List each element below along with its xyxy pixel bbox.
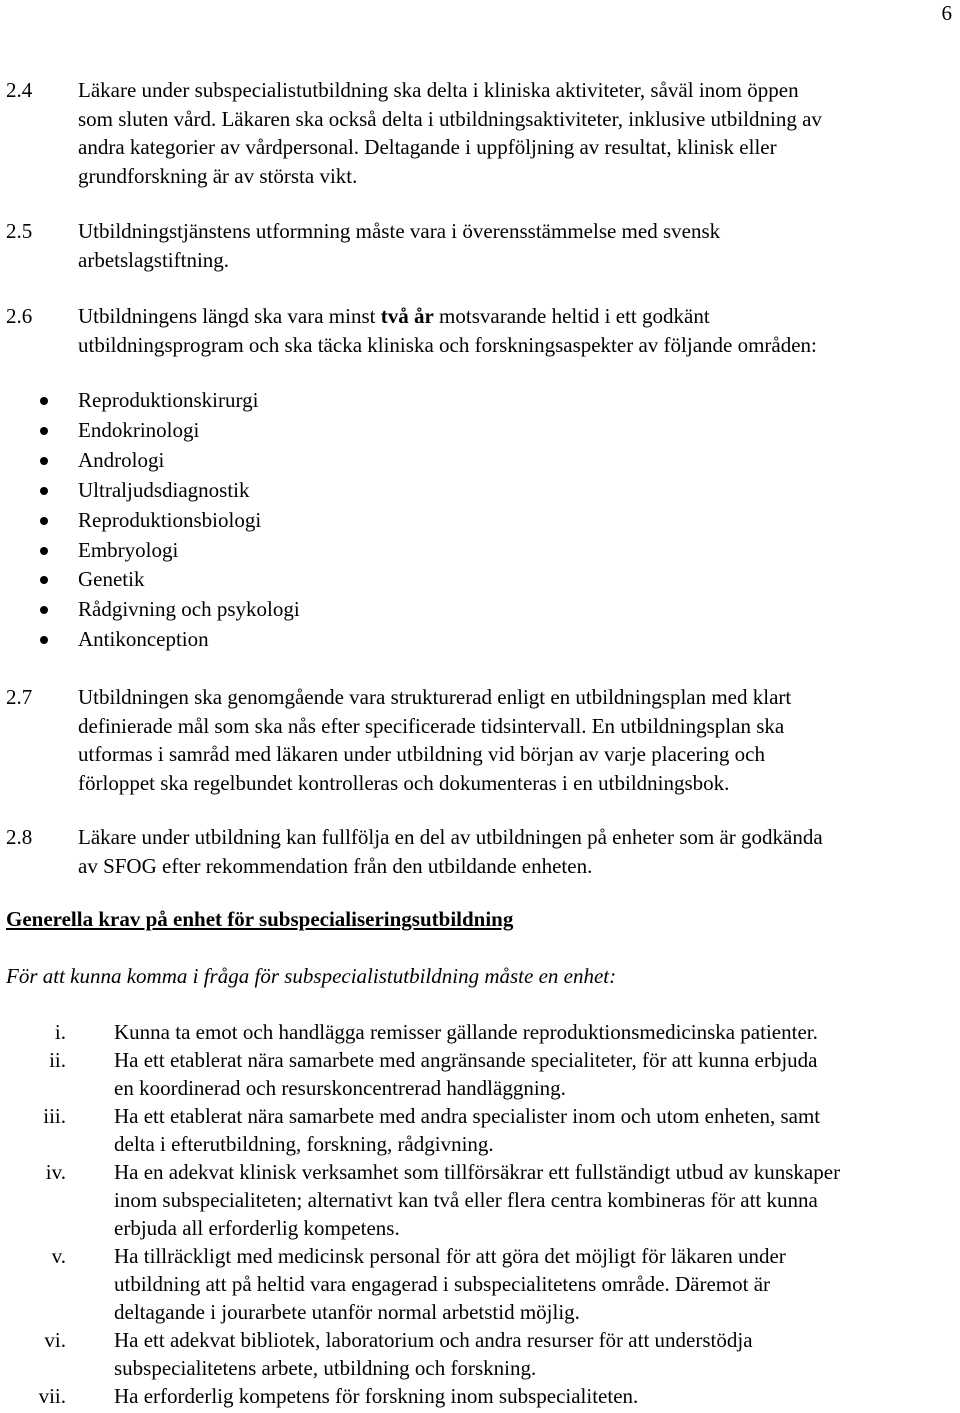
text-line: inom subspecialiteten; alternativt kan två eller flera centra kombineras för att kunna bbox=[114, 1188, 818, 1212]
list-item-label: Andrologi bbox=[78, 447, 165, 472]
list-item-label: Antikonception bbox=[78, 627, 209, 652]
list-item-number: ii. bbox=[49, 1048, 66, 1072]
list-item-label: Genetik bbox=[78, 567, 145, 592]
list-item-text bbox=[114, 1158, 960, 1242]
section-2-8 bbox=[6, 823, 950, 880]
page-number: 6 bbox=[941, 1, 952, 25]
text-line: definierade mål som ska nås efter specificerade tidsintervall. En utbildningsplan ska bbox=[78, 713, 785, 738]
list-item-text bbox=[114, 1326, 960, 1382]
list-item-text bbox=[114, 1242, 960, 1326]
section-number: 2.6 bbox=[6, 304, 33, 328]
text-line bbox=[78, 302, 950, 331]
text-line: andra kategorier av vårdpersonal. Deltagande i uppföljning av resultat, klinisk eller bbox=[78, 135, 777, 159]
section-number: 2.4 bbox=[6, 78, 33, 102]
list-item bbox=[40, 625, 300, 655]
list-item-label: Reproduktionsbiologi bbox=[78, 507, 262, 532]
bullet-icon bbox=[40, 547, 48, 555]
list-item-label: Reproduktionskirurgi bbox=[78, 388, 259, 412]
text-line: av SFOG efter rekommendation från den utbildande enheten. bbox=[78, 853, 593, 878]
section-number: 2.5 bbox=[6, 219, 33, 243]
text-line: arbetslagstiftning. bbox=[78, 247, 230, 272]
text-line: Utbildningstjänstens utformning måste vara i överensstämmelse med svensk bbox=[78, 219, 721, 243]
text-line: subspecialitetens arbete, utbildning och forskning. bbox=[114, 1356, 537, 1380]
bullet-icon bbox=[40, 427, 48, 435]
list-item bbox=[0, 1382, 960, 1410]
list-item bbox=[40, 416, 300, 446]
list-item-number: iv. bbox=[45, 1160, 66, 1184]
list-item-label: Endokrinologi bbox=[78, 417, 200, 442]
list-item-label: Ultraljudsdiagnostik bbox=[78, 477, 250, 502]
section-2-5 bbox=[6, 217, 950, 274]
list-item bbox=[0, 1158, 960, 1242]
bullet-icon bbox=[40, 636, 48, 644]
text-line: utformas i samråd med läkaren under utbildning vid början av varje placering och bbox=[78, 742, 765, 766]
section-number: 2.8 bbox=[6, 825, 33, 849]
section-text bbox=[78, 823, 950, 880]
list-item bbox=[40, 565, 300, 595]
bold-duration: två år bbox=[380, 304, 434, 328]
requirements-list bbox=[0, 1018, 960, 1410]
list-item bbox=[0, 1018, 960, 1046]
text-line: delta i efterutbildning, forskning, rådgivning. bbox=[114, 1132, 494, 1156]
list-item bbox=[40, 506, 300, 536]
list-item bbox=[40, 595, 300, 625]
text-line: grundforskning är av största vikt. bbox=[78, 163, 358, 188]
text-line: Ha ett etablerat nära samarbete med andra specialister inom och utom enheten, samt bbox=[114, 1104, 821, 1128]
section-2-6 bbox=[6, 302, 950, 359]
list-item bbox=[40, 386, 300, 416]
text-line: som sluten vård. Läkaren ska också delta i utbildningsaktiviteter, inklusive utbildning av bbox=[78, 106, 822, 131]
bullet-icon bbox=[40, 606, 48, 614]
text-line: Utbildningen ska genomgående vara strukturerad enligt en utbildningsplan med klart bbox=[78, 685, 792, 709]
text-line: en koordinerad och resurskoncentrerad handläggning. bbox=[114, 1076, 566, 1100]
list-item bbox=[0, 1046, 960, 1102]
text-span: motsvarande heltid i ett godkänt bbox=[433, 304, 710, 328]
section-2-4 bbox=[6, 76, 950, 190]
text-line: utbildning att på heltid vara engagerad i subspecialitetens område. Däremot är bbox=[114, 1272, 771, 1296]
list-item-label: Embryologi bbox=[78, 537, 179, 562]
text-line: deltagande i jourarbete utanför normal arbetstid möjlig. bbox=[114, 1300, 580, 1324]
text-line: Ha ett adekvat bibliotek, laboratorium och andra resurser för att understödja bbox=[114, 1328, 753, 1352]
text-line: Kunna ta emot och handlägga remisser gällande reproduktionsmedicinska patienter. bbox=[114, 1020, 818, 1044]
section-heading: Generella krav på enhet för subspecialiseringsutbildning bbox=[6, 907, 514, 931]
section-text bbox=[78, 302, 950, 359]
list-item-number: vi. bbox=[44, 1328, 66, 1352]
list-item-number: iii. bbox=[43, 1104, 66, 1128]
section-2-7 bbox=[6, 683, 950, 797]
section-text bbox=[78, 76, 950, 190]
bullet-icon bbox=[40, 576, 48, 584]
text-line: Ha tillräckligt med medicinsk personal för att göra det möjligt för läkaren under bbox=[114, 1244, 786, 1268]
section-number: 2.7 bbox=[6, 685, 33, 709]
list-item-text bbox=[114, 1382, 960, 1410]
list-item bbox=[0, 1102, 960, 1158]
text-line: Ha en adekvat klinisk verksamhet som tillförsäkrar ett fullständigt utbud av kunskaper bbox=[114, 1160, 841, 1184]
section-text bbox=[78, 217, 950, 274]
list-item bbox=[40, 476, 300, 506]
list-item-text bbox=[114, 1102, 960, 1158]
list-item-number: vii. bbox=[38, 1384, 66, 1408]
section-text bbox=[78, 683, 950, 797]
bullet-icon bbox=[40, 457, 48, 465]
text-line: erbjuda all erforderlig kompetens. bbox=[114, 1216, 400, 1240]
list-item bbox=[40, 446, 300, 476]
bullet-icon bbox=[40, 487, 48, 495]
areas-list bbox=[40, 386, 300, 655]
list-item-text bbox=[114, 1046, 960, 1102]
intro-text: För att kunna komma i fråga för subspecialistutbildning måste en enhet: bbox=[6, 964, 617, 988]
text-span: Utbildningens längd ska vara minst bbox=[78, 304, 381, 328]
bullet-icon bbox=[40, 397, 48, 405]
list-item-text bbox=[114, 1018, 960, 1046]
text-line: förloppet ska regelbundet kontrolleras och dokumenteras i en utbildningsbok. bbox=[78, 770, 730, 795]
list-item bbox=[0, 1242, 960, 1326]
text-line: Läkare under subspecialistutbildning ska delta i kliniska aktiviteter, såväl inom öppen bbox=[78, 78, 799, 102]
list-item-number: i. bbox=[54, 1020, 66, 1044]
list-item-label: Rådgivning och psykologi bbox=[78, 597, 300, 622]
text-line: utbildningsprogram och ska täcka kliniska och forskningsaspekter av följande områden: bbox=[78, 332, 817, 357]
text-line: Läkare under utbildning kan fullfölja en del av utbildningen på enheter som är godkända bbox=[78, 825, 823, 849]
text-line: Ha ett etablerat nära samarbete med angränsande specialiteter, för att kunna erbjuda bbox=[114, 1048, 818, 1072]
list-item-number: v. bbox=[51, 1244, 66, 1268]
bullet-icon bbox=[40, 517, 48, 525]
list-item bbox=[0, 1326, 960, 1382]
list-item bbox=[40, 536, 300, 566]
text-line: Ha erforderlig kompetens för forskning inom subspecialiteten. bbox=[114, 1384, 639, 1408]
